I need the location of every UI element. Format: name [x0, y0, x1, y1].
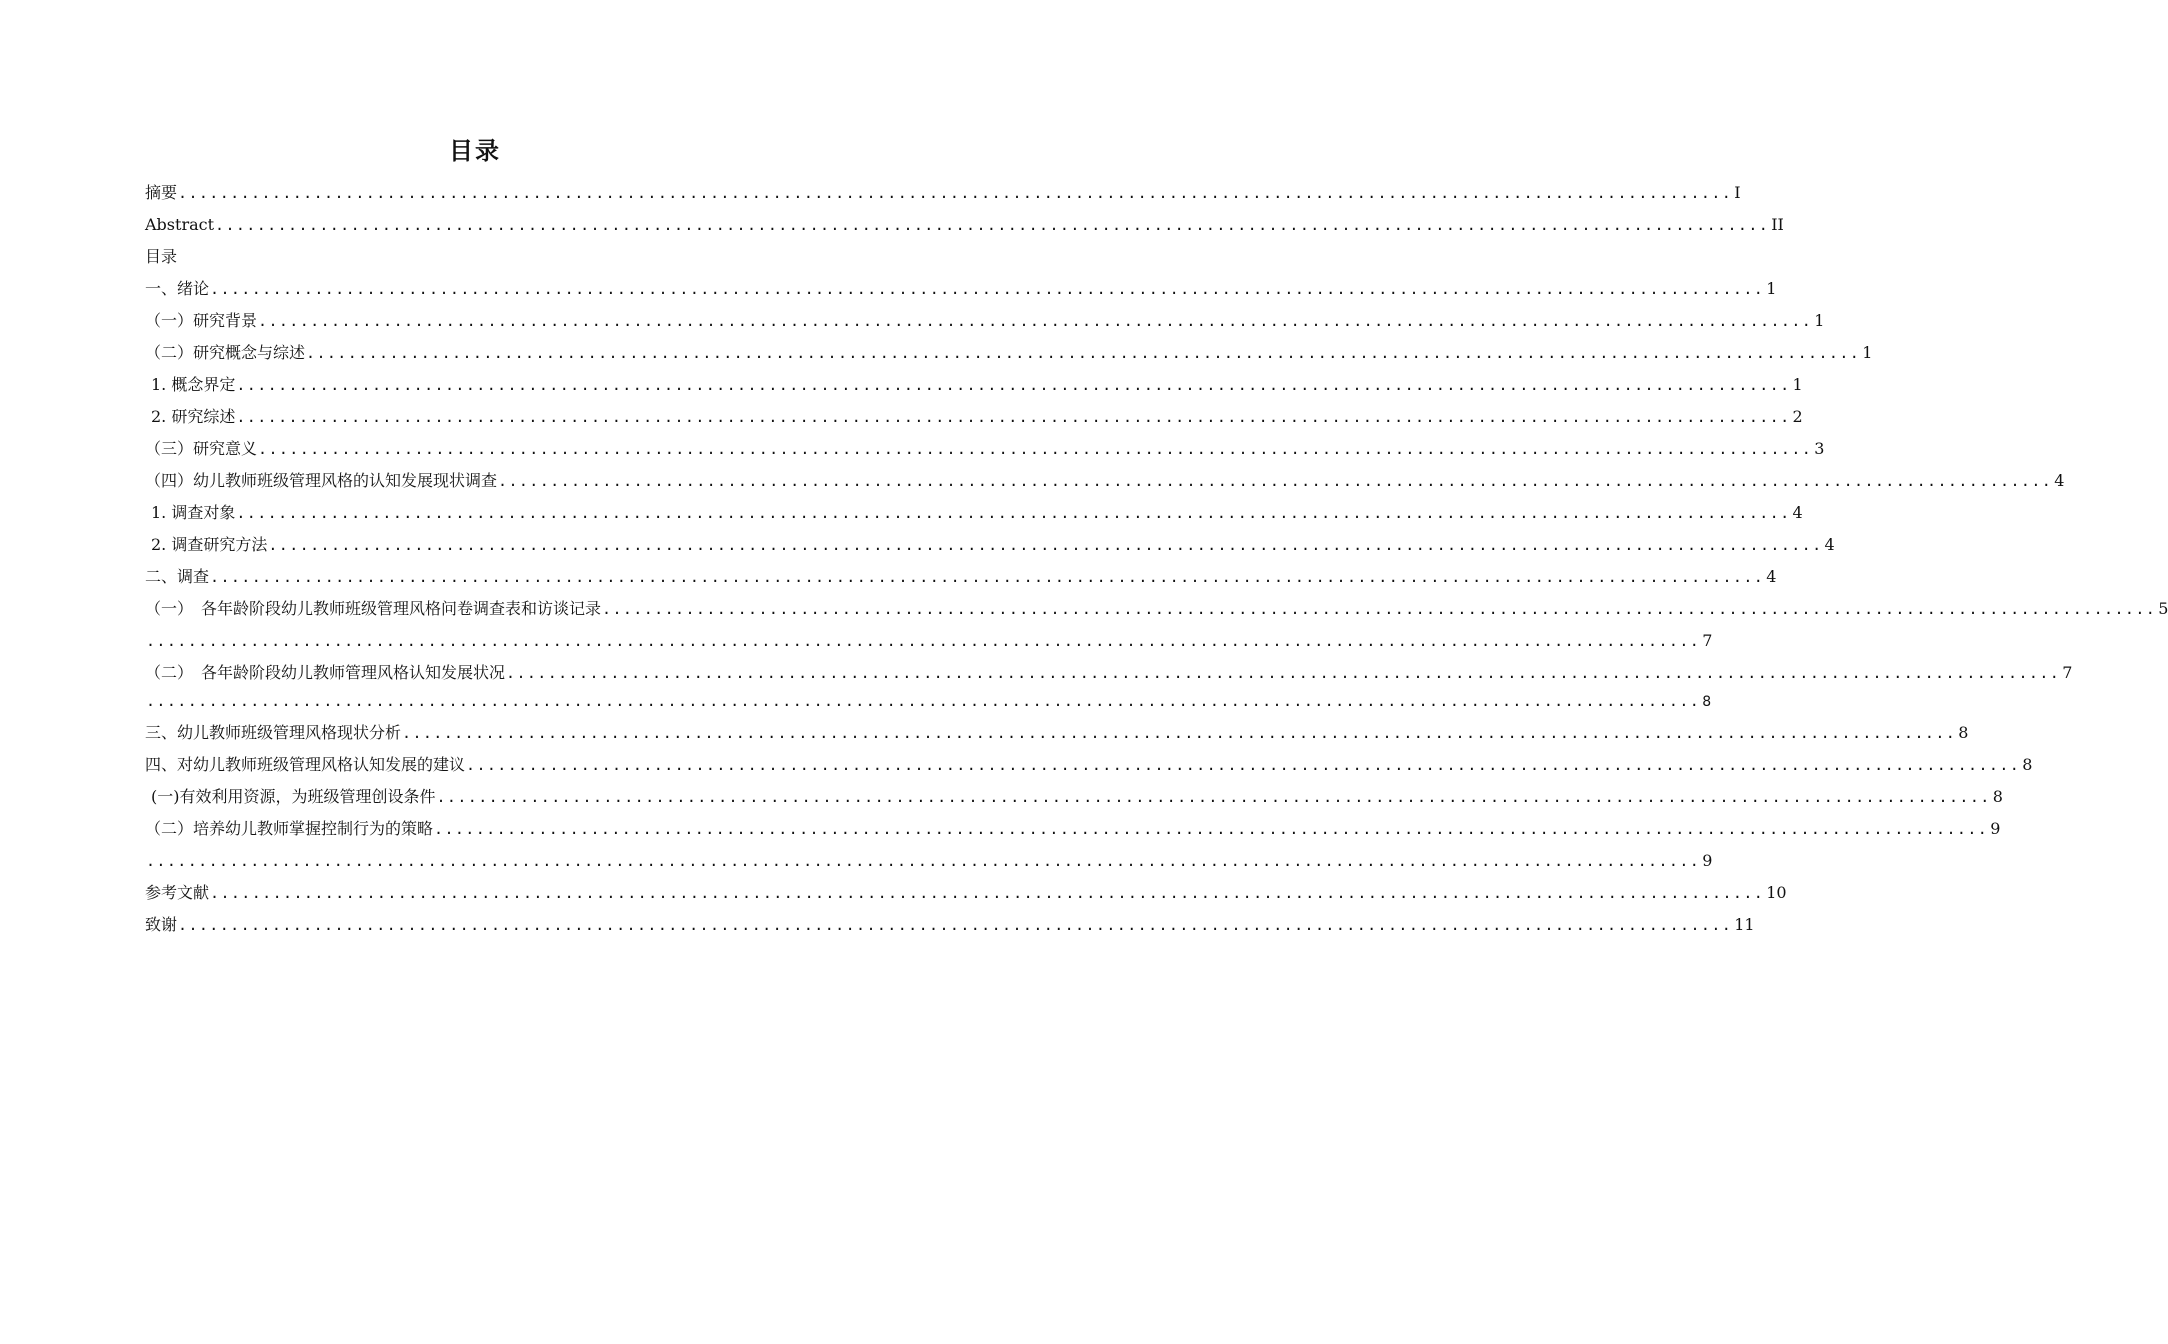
toc-entry-page: 4 [1792, 503, 1803, 522]
toc-entry-label: 参考文献 [145, 883, 210, 902]
toc-entry-page: 8 [1702, 694, 1712, 710]
toc-entry-section-2-2[interactable] [145, 657, 2073, 689]
toc-entry-section-4-1[interactable] [145, 781, 2003, 813]
toc-entry-label: 致谢 [145, 915, 178, 934]
dot-leader: ..................................................................................................................................................... [210, 568, 1765, 586]
toc-entry-label: （二） 各年龄阶段幼儿教师管理风格认知发展状况 [145, 663, 506, 682]
toc-entry-section-1-3[interactable] [145, 433, 1825, 465]
toc-entry-chapter-2[interactable] [145, 561, 1777, 593]
page-title: 目录 [449, 137, 501, 165]
dot-leader: ..................................................................................................................................................... [146, 692, 1701, 710]
dot-leader: ..................................................................................................................................................... [210, 280, 1765, 298]
dot-leader: ..................................................................................................................................................... [215, 216, 1770, 234]
toc-entry-page: 8 [1958, 723, 1969, 742]
dot-leader: ..................................................................................................................................................... [306, 344, 1861, 362]
toc-entry-label: 三、幼儿教师班级管理风格现状分析 [145, 723, 402, 742]
toc-entry-page: 9 [1990, 819, 2001, 838]
dot-leader: ..................................................................................................................................................... [236, 376, 1791, 394]
dot-leader: ..................................................................................................................................................... [466, 756, 2021, 774]
dot-leader: ..................................................................................................................................................... [498, 472, 2053, 490]
dot-leader: ..................................................................................................................................................... [178, 184, 1733, 202]
toc-entry-page: I [1734, 183, 1741, 202]
toc-entry-subsection-1-2-2[interactable] [145, 401, 1803, 433]
toc-entry-label: (一)有效利用资源，为班级管理创设条件 [151, 787, 436, 806]
toc-entry-section-1-2[interactable] [145, 337, 1873, 369]
toc-entry-label: 2. 研究综述 [151, 407, 236, 426]
toc-entry-page: 8 [2022, 755, 2033, 774]
toc-entry-page: 9 [1702, 851, 1713, 870]
toc-entry-page: 1 [1814, 311, 1825, 330]
toc-entry-acknowledgements[interactable] [145, 909, 1755, 941]
toc-entry-contents[interactable] [145, 241, 808, 273]
toc-entry-label: （一）研究背景 [145, 311, 258, 330]
toc-entry-page: 2 [1792, 407, 1803, 426]
dot-leader: ..................................................................................................................................................... [436, 788, 1991, 806]
dot-leader: ..................................................................................................................................................... [236, 408, 1791, 426]
toc-entry-label: 四、对幼儿教师班级管理风格认知发展的建议 [145, 755, 466, 774]
toc-entry-chapter-3[interactable] [145, 717, 1969, 749]
toc-entry-label: （二）研究概念与综述 [145, 343, 306, 362]
table-of-contents [145, 177, 2168, 941]
toc-entry-label: 摘要 [145, 183, 178, 202]
toc-entry-label: 1. 调查对象 [151, 503, 236, 522]
toc-entry-label: （二）培养幼儿教师掌握控制行为的策略 [145, 819, 434, 838]
toc-entry-page: II [1771, 215, 1784, 234]
toc-entry-page: 4 [1824, 535, 1835, 554]
toc-entry-label: 二、调查 [145, 567, 210, 586]
toc-entry-page: 8 [1992, 787, 2003, 806]
toc-entry-page: 4 [2054, 471, 2065, 490]
toc-entry-references[interactable] [145, 877, 1787, 909]
toc-entry-page: 1 [1862, 343, 1873, 362]
toc-entry-abstract-cn[interactable] [145, 177, 1741, 209]
dot-leader: ..................................................................................................................................................... [602, 600, 2157, 618]
toc-entry-label: Abstract [145, 215, 215, 234]
toc-entry-abstract-en[interactable] [145, 209, 1784, 241]
toc-entry-label: （三）研究意义 [145, 439, 258, 458]
dot-leader: ..................................................................................................................................................... [258, 312, 1813, 330]
dot-leader: ..................................................................................................................................................... [402, 724, 1957, 742]
toc-entry-section-2-1[interactable] [145, 593, 2168, 625]
toc-entry-label: 2. 调查研究方法 [151, 535, 268, 554]
toc-entry-label: （一） 各年龄阶段幼儿教师班级管理风格问卷调查表和访谈记录 [145, 599, 602, 618]
toc-entry-continuation[interactable] [145, 625, 1713, 657]
toc-entry-continuation[interactable] [145, 689, 1712, 717]
dot-leader: ..................................................................................................................................................... [268, 536, 1823, 554]
toc-entry-section-4-2[interactable] [145, 813, 2001, 845]
toc-entry-label: 目录 [145, 247, 178, 266]
toc-entry-label: 一、绪论 [145, 279, 210, 298]
toc-entry-page: 4 [1766, 567, 1777, 586]
toc-entry-section-1-4[interactable] [145, 465, 2065, 497]
toc-entry-page: 11 [1734, 915, 1755, 934]
dot-leader: ..................................................................................................................................................... [258, 440, 1813, 458]
toc-entry-subsection-1-4-2[interactable] [145, 529, 1835, 561]
toc-entry-chapter-1[interactable] [145, 273, 1777, 305]
dot-leader: ..................................................................................................................................................... [178, 916, 1733, 934]
toc-entry-page: 1 [1792, 375, 1803, 394]
toc-entry-continuation[interactable] [145, 845, 1713, 877]
dot-leader: ..................................................................................................................................................... [210, 884, 1765, 902]
toc-entry-label: （四）幼儿教师班级管理风格的认知发展现状调查 [145, 471, 498, 490]
toc-entry-page: 10 [1766, 883, 1787, 902]
toc-entry-page: 5 [2158, 599, 2168, 618]
dot-leader: ..................................................................................................................................................... [434, 820, 1989, 838]
toc-entry-subsection-1-4-1[interactable] [145, 497, 1803, 529]
toc-entry-section-1-1[interactable] [145, 305, 1825, 337]
toc-entry-page: 7 [2062, 663, 2073, 682]
dot-leader: ..................................................................................................................................................... [506, 664, 2061, 682]
toc-entry-page: 7 [1702, 631, 1713, 650]
toc-entry-page: 1 [1766, 279, 1777, 298]
dot-leader: ..................................................................................................................................................... [146, 632, 1701, 650]
toc-entry-subsection-1-2-1[interactable] [145, 369, 1803, 401]
dot-leader: ..................................................................................................................................................... [236, 504, 1791, 522]
toc-entry-page: 3 [1814, 439, 1825, 458]
toc-entry-chapter-4[interactable] [145, 749, 2033, 781]
dot-leader: ..................................................................................................................................................... [146, 852, 1701, 870]
toc-entry-label: 1. 概念界定 [151, 375, 236, 394]
